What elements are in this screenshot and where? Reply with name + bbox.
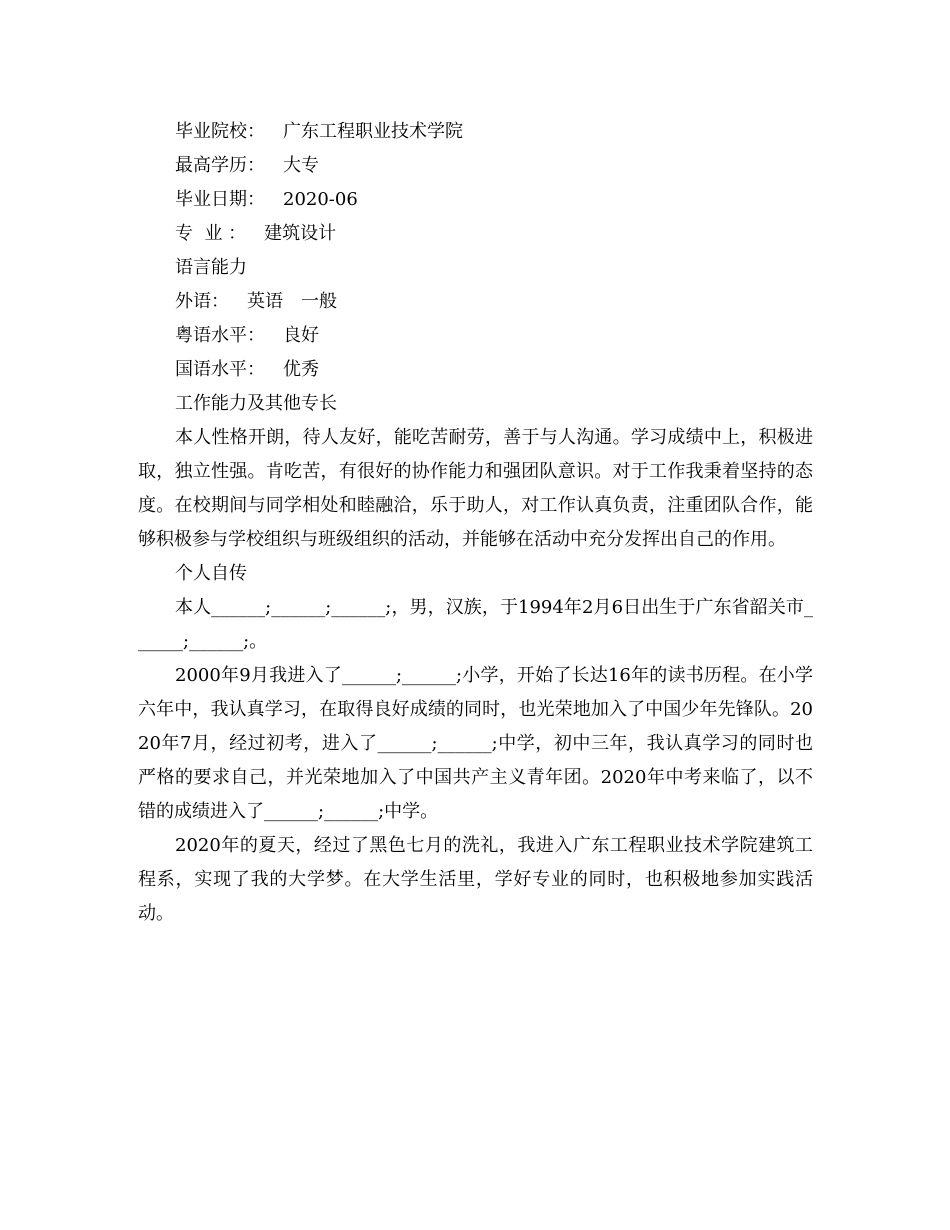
bio-paragraph: 2000年9月我进入了______;______;小学，开始了长达16年的读书历程。在小学六年中，我认真学习，在取得良好成绩的同时，也光荣地加入了中国少年先锋队。2020年7月，经过初考，进入了______;______;中学，初中三年，我认真学习的同时也严格的要求自己，并光荣地加入了中国共产主义青年团。2020年中考来临了，以不错的成绩进入了______;______;中学。 [138,665,813,822]
field-value: 建筑设计 [264,223,337,244]
field-school [138,115,813,149]
field-education [138,149,813,183]
resume-content [138,115,813,931]
field-value: 广东工程职业技术学院 [283,121,463,142]
field-label: 外语： [175,291,229,312]
field-label: 毕业日期： [175,189,265,210]
field-foreign-language [138,285,813,319]
field-label: 专 业 ： [175,223,247,244]
field-mandarin [138,353,813,387]
bio-paragraph: 本人______;______;______;，男，汉族，于1994年2月6日出生于广东省韶关市______;______;。 [138,597,813,652]
ability-paragraph: 本人性格开朗，待人友好，能吃苦耐劳，善于与人沟通。学习成绩中上，积极进取，独立性强。肯吃苦，有很好的协作能力和强团队意识。对于工作我秉着坚持的态度。在校期间与同学相处和睦融洽，乐于助人，对工作认真负责，注重团队合作，能够积极参与学校组织与班级组织的活动，并能够在活动中充分发挥出自己的作用。 [138,427,813,550]
section-heading-bio: 个人自传 [175,563,247,584]
field-label: 最高学历： [175,155,265,176]
field-label: 粤语水平： [175,325,265,346]
field-level: 一般 [301,291,337,312]
field-cantonese [138,319,813,353]
field-value: 大专 [283,155,319,176]
field-value: 良好 [283,325,319,346]
section-heading-language: 语言能力 [175,257,247,278]
field-major [138,217,813,251]
field-value: 2020-06 [283,189,358,210]
field-value: 优秀 [283,359,319,380]
field-label: 国语水平： [175,359,265,380]
section-heading-ability: 工作能力及其他专长 [175,393,337,414]
field-value: 英语 [247,291,283,312]
bio-paragraph: 2020年的夏天，经过了黑色七月的洗礼，我进入广东工程职业技术学院建筑工程系，实现了我的大学梦。在大学生活里，学好专业的同时，也积极地参加实践活动。 [138,835,813,924]
field-label: 毕业院校： [175,121,265,142]
field-graduation-date [138,183,813,217]
